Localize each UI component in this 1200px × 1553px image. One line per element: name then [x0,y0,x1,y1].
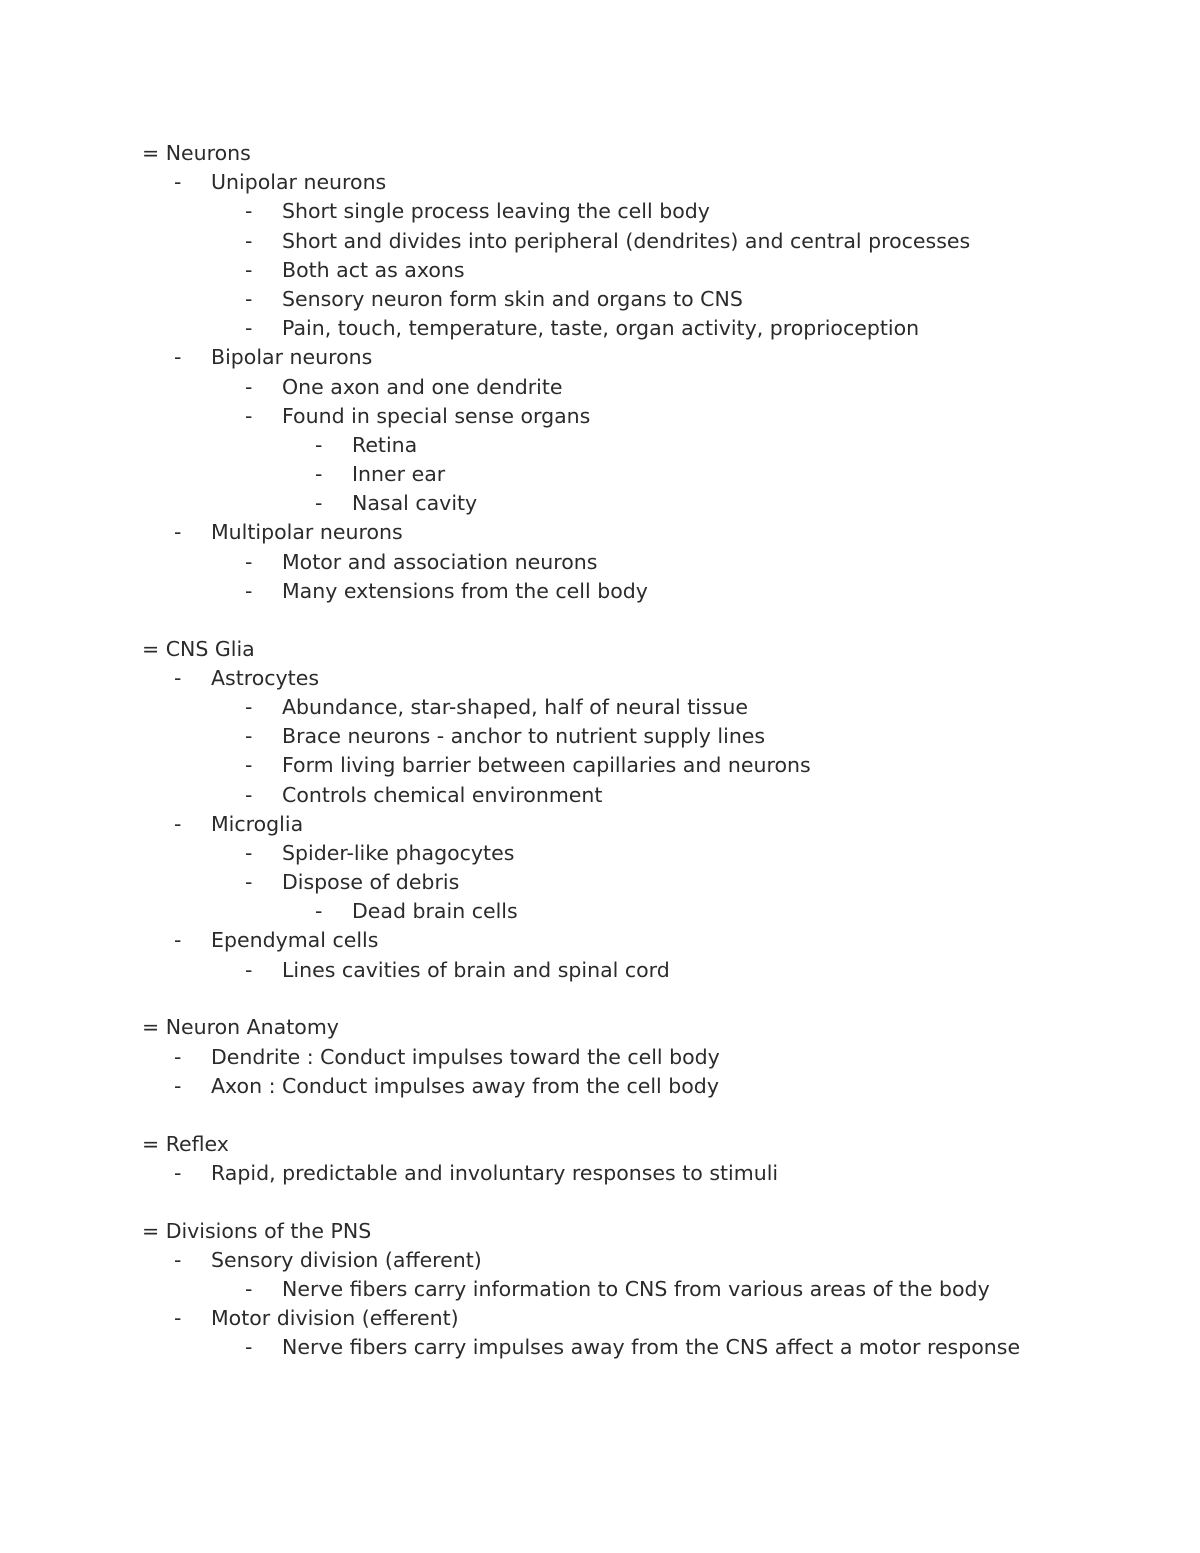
list-item-text: Rapid, predictable and involuntary responses to stimuli [211,1160,779,1185]
dash-bullet-icon: - [174,928,182,953]
list-item [0,781,1200,810]
section-heading: = Neuron Anatomy [142,1015,339,1040]
list-item [0,810,1200,839]
dash-bullet-icon: - [245,286,253,311]
list-item [0,897,1200,926]
dash-bullet-icon: - [315,432,323,457]
list-item [0,285,1200,314]
dash-bullet-icon: - [174,345,182,370]
dash-bullet-icon: - [245,724,253,749]
list-item [0,402,1200,431]
list-item-text: Sensory division (afferent) [211,1247,482,1272]
list-item [0,1333,1200,1362]
list-item [0,1043,1200,1072]
list-item [0,926,1200,955]
dash-bullet-icon: - [174,1247,182,1272]
list-item [0,343,1200,372]
list-item-text: Many extensions from the cell body [282,578,648,603]
list-item-text: Nasal cavity [352,491,478,516]
dash-bullet-icon: - [245,403,253,428]
list-item-text: Brace neurons - anchor to nutrient supply lines [282,724,766,749]
list-item [0,868,1200,897]
dash-bullet-icon: - [315,462,323,487]
dash-bullet-icon: - [245,753,253,778]
dash-bullet-icon: - [245,694,253,719]
dash-bullet-icon: - [174,170,182,195]
dash-bullet-icon: - [245,840,253,865]
list-item [0,751,1200,780]
list-item [0,956,1200,985]
list-item-text: Sensory neuron form skin and organs to CNS [282,286,743,311]
list-item [0,1275,1200,1304]
list-item [0,373,1200,402]
dash-bullet-icon: - [174,1044,182,1069]
section-heading: = Divisions of the PNS [142,1218,372,1243]
list-item-text: Controls chemical environment [282,782,603,807]
list-item [0,227,1200,256]
list-item-text: Abundance, star-shaped, half of neural tissue [282,694,748,719]
list-item-text: Nerve fibers carry information to CNS from various areas of the body [282,1276,990,1301]
dash-bullet-icon: - [245,957,253,982]
dash-bullet-icon: - [174,1073,182,1098]
dash-bullet-icon: - [245,1335,253,1360]
list-item-text: Microglia [211,811,304,836]
section [0,1217,1200,1363]
list-item-text: Inner ear [352,462,446,487]
list-item [0,1159,1200,1188]
list-item [0,664,1200,693]
list-item [0,518,1200,547]
dash-bullet-icon: - [245,549,253,574]
dash-bullet-icon: - [174,811,182,836]
list-item-text: One axon and one dendrite [282,374,563,399]
list-item-text: Axon : Conduct impulses away from the cell body [211,1073,719,1098]
list-item [0,460,1200,489]
dash-bullet-icon: - [245,316,253,341]
list-item-text: Short single process leaving the cell body [282,199,710,224]
list-item-text: Motor division (efferent) [211,1306,459,1331]
list-item-text: Nerve fibers carry impulses away from the CNS affect a motor response [282,1335,1021,1360]
dash-bullet-icon: - [174,1160,182,1185]
list-item [0,548,1200,577]
list-item [0,722,1200,751]
section-heading: = Neurons [142,141,251,165]
list-item [0,1246,1200,1275]
dash-bullet-icon: - [245,199,253,224]
section-heading: = Reflex [142,1131,229,1156]
list-item-text: Ependymal cells [211,928,379,953]
list-item-text: Motor and association neurons [282,549,598,574]
list-item-text: Multipolar neurons [211,520,403,545]
list-item [0,839,1200,868]
list-item-text: Both act as axons [282,257,465,282]
list-item [0,314,1200,343]
list-item-text: Dispose of debris [282,870,460,895]
dash-bullet-icon: - [245,578,253,603]
section [0,1013,1200,1101]
list-item [0,197,1200,226]
list-item-text: Lines cavities of brain and spinal cord [282,957,670,982]
list-item-text: Found in special sense organs [282,403,591,428]
list-item [0,693,1200,722]
dash-bullet-icon: - [315,491,323,516]
dash-bullet-icon: - [245,228,253,253]
dash-bullet-icon: - [245,257,253,282]
dash-bullet-icon: - [315,899,323,924]
dash-bullet-icon: - [174,1306,182,1331]
dash-bullet-icon: - [245,374,253,399]
dash-bullet-icon: - [245,1276,253,1301]
list-item-text: Spider-like phagocytes [282,840,515,865]
list-item-text: Bipolar neurons [211,345,373,370]
section-heading: = CNS Glia [142,636,255,661]
list-item [0,431,1200,460]
list-item [0,489,1200,518]
list-item [0,577,1200,606]
list-item-text: Unipolar neurons [211,170,387,195]
list-item-text: Form living barrier between capillaries and neurons [282,753,811,778]
list-item-text: Pain, touch, temperature, taste, organ activity, proprioception [282,316,920,341]
section [0,635,1200,985]
dash-bullet-icon: - [174,665,182,690]
list-item [0,1072,1200,1101]
list-item [0,168,1200,197]
list-item [0,256,1200,285]
section [0,1130,1200,1188]
list-item-text: Retina [352,432,418,457]
list-item-text: Dendrite : Conduct impulses toward the cell body [211,1044,720,1069]
list-item [0,1304,1200,1333]
list-item-text: Dead brain cells [352,899,518,924]
list-item-text: Astrocytes [211,665,319,690]
section [0,139,1200,606]
dash-bullet-icon: - [245,870,253,895]
dash-bullet-icon: - [245,782,253,807]
dash-bullet-icon: - [174,520,182,545]
list-item-text: Short and divides into peripheral (dendrites) and central processes [282,228,971,253]
document-body [0,139,1200,1363]
